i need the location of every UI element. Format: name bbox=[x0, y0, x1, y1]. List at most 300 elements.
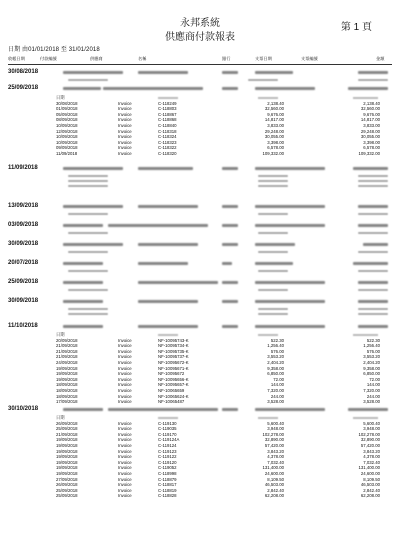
invoice-list bbox=[8, 415, 392, 499]
blurred-text bbox=[248, 79, 278, 81]
invoice-amount: 57,420.00 bbox=[264, 442, 284, 448]
invoice-amount: 576.00 bbox=[270, 348, 284, 354]
blurred-text bbox=[222, 224, 238, 227]
blurred-text bbox=[68, 313, 108, 315]
invoice-col-date: 日期 bbox=[56, 332, 65, 337]
invoice-date: 20/09/2018 bbox=[56, 337, 78, 343]
invoice-amount: 3,843.20 bbox=[267, 448, 284, 454]
col-payment-no: 付款編號 bbox=[40, 56, 57, 61]
blurred-text bbox=[63, 167, 123, 170]
invoice-type: Invoice bbox=[118, 337, 132, 343]
page-number: 第 1 頁 bbox=[340, 22, 372, 33]
invoice-date: 26/09/2018 bbox=[56, 482, 78, 488]
blurred-text bbox=[258, 313, 288, 315]
invoice-amount: 109,332.00 bbox=[262, 150, 284, 156]
invoice-date: 26/09/2018 bbox=[56, 420, 78, 426]
date-range: 日期 由01/01/2018 至 31/01/2018 bbox=[8, 47, 100, 53]
invoice-amount: 7,032.40 bbox=[267, 459, 284, 465]
invoice-amount: 131,400.00 bbox=[262, 465, 284, 471]
blurred-text bbox=[258, 270, 288, 272]
invoice-date: 19/09/2018 bbox=[56, 448, 78, 454]
blurred-text bbox=[68, 180, 108, 182]
invoice-amount: 3,528.00 bbox=[267, 399, 284, 405]
invoice-ref: NF-10095735-K bbox=[158, 348, 189, 354]
invoice-type: Invoice bbox=[118, 150, 132, 156]
payment-block bbox=[8, 202, 392, 216]
blurred-text bbox=[358, 232, 388, 234]
blurred-text bbox=[138, 71, 188, 74]
blurred-text bbox=[255, 243, 295, 246]
invoice-ref: NF-10065659 bbox=[158, 387, 185, 393]
invoice-date: 25/09/2018 bbox=[56, 493, 78, 499]
invoice-amount: 1,256.40 bbox=[267, 343, 284, 349]
invoice-paid-amount: 102,278.00 bbox=[358, 431, 380, 437]
blurred-text bbox=[353, 334, 378, 336]
payment-date: 30/09/2018 bbox=[8, 298, 39, 304]
invoice-ref: NF-10065487 bbox=[158, 399, 185, 405]
invoice-ref: C-119052 bbox=[158, 465, 177, 471]
invoice-amount: 6,850.00 bbox=[267, 371, 284, 377]
invoice-paid-amount: 32,560.00 bbox=[360, 106, 380, 112]
blurred-text bbox=[108, 224, 208, 227]
invoice-date: 21/09/2018 bbox=[56, 343, 78, 349]
invoice-ref: NF-10065624-K bbox=[158, 393, 189, 399]
payment-block bbox=[8, 164, 392, 188]
payment-block bbox=[8, 259, 392, 273]
invoice-type: Invoice bbox=[118, 465, 132, 471]
blurred-text bbox=[63, 262, 103, 265]
invoice-amount: 2,842.40 bbox=[267, 487, 284, 493]
invoice-type: Invoice bbox=[118, 111, 132, 117]
blurred-text bbox=[103, 87, 203, 90]
col-name: 名稱 bbox=[138, 56, 147, 61]
blurred-text bbox=[255, 167, 325, 170]
blurred-text bbox=[258, 97, 278, 99]
blurred-text bbox=[222, 325, 238, 328]
payment-block bbox=[8, 221, 392, 235]
blurred-text bbox=[222, 262, 232, 265]
blurred-text bbox=[353, 97, 378, 99]
invoice-paid-amount: 3,528.00 bbox=[363, 399, 380, 405]
blurred-text bbox=[258, 232, 288, 234]
blurred-text bbox=[255, 408, 325, 411]
invoice-ref: C-119124A bbox=[158, 437, 180, 443]
report-title: 供應商付款報表 bbox=[165, 32, 235, 43]
blurred-text bbox=[63, 300, 103, 303]
blurred-text bbox=[358, 175, 388, 177]
invoice-date: 10/09/2018 bbox=[56, 139, 78, 145]
invoice-ref: C-118817 bbox=[158, 482, 177, 488]
invoice-paid-amount: 1,256.40 bbox=[363, 343, 380, 349]
invoice-paid-amount: 46,503.00 bbox=[360, 482, 380, 488]
payment-date: 30/08/2018 bbox=[8, 69, 39, 75]
blurred-text bbox=[358, 185, 388, 187]
blurred-text bbox=[358, 213, 388, 215]
invoice-ref: NF-10095656-K bbox=[158, 376, 189, 382]
invoice-date: 19/09/2018 bbox=[56, 365, 78, 371]
invoice-ref: C-119124 bbox=[158, 442, 177, 448]
invoice-paid-amount: 3,833.00 bbox=[363, 122, 380, 128]
invoice-type: Invoice bbox=[118, 426, 132, 432]
invoice-date: 11/09/2018 bbox=[56, 150, 78, 156]
invoice-ref: C-118323 bbox=[158, 139, 177, 145]
col-cheque-date: 支票日期 bbox=[255, 56, 272, 61]
blurred-text bbox=[138, 300, 198, 303]
invoice-ref: NF-10095734-K bbox=[158, 343, 189, 349]
blurred-text bbox=[358, 289, 388, 291]
invoice-type: Invoice bbox=[118, 442, 132, 448]
col-bank: 銀行 bbox=[222, 56, 231, 61]
invoice-list bbox=[8, 95, 392, 157]
invoice-amount: 244.00 bbox=[270, 393, 284, 399]
invoice-paid-amount: 3,843.20 bbox=[363, 448, 380, 454]
blurred-text bbox=[222, 408, 238, 411]
invoice-ref: NF-10095671-K bbox=[158, 365, 189, 371]
invoice-paid-amount: 62,208.00 bbox=[360, 493, 380, 499]
invoice-amount: 102,278.00 bbox=[262, 431, 284, 437]
invoice-type: Invoice bbox=[118, 470, 132, 476]
invoice-type: Invoice bbox=[118, 454, 132, 460]
invoice-type: Invoice bbox=[118, 354, 132, 360]
blurred-text bbox=[138, 205, 198, 208]
invoice-date: 25/09/2018 bbox=[56, 487, 78, 493]
invoice-date: 05/09/2018 bbox=[56, 111, 78, 117]
invoice-amount: 4,378.00 bbox=[267, 454, 284, 460]
invoice-paid-amount: 522.30 bbox=[366, 337, 380, 343]
invoice-ref: NF-10095737-K bbox=[158, 354, 189, 360]
payment-block bbox=[8, 322, 392, 331]
invoice-type: Invoice bbox=[118, 437, 132, 443]
col-amount: 金額 bbox=[376, 56, 385, 61]
company-name: 永邦系統 bbox=[180, 18, 220, 29]
invoice-paid-amount: 131,400.00 bbox=[358, 465, 380, 471]
blurred-text bbox=[358, 205, 388, 208]
blurred-text bbox=[258, 417, 278, 419]
blurred-text bbox=[353, 167, 388, 170]
blurred-text bbox=[358, 79, 388, 81]
blurred-text bbox=[358, 313, 388, 315]
blurred-text bbox=[255, 87, 315, 90]
invoice-paid-amount: 14,817.00 bbox=[360, 117, 380, 123]
blurred-text bbox=[222, 300, 238, 303]
blurred-text bbox=[68, 232, 108, 234]
invoice-list bbox=[8, 332, 392, 405]
invoice-type: Invoice bbox=[118, 145, 132, 151]
blurred-text bbox=[68, 185, 108, 187]
invoice-date: 19/09/2018 bbox=[56, 465, 78, 471]
invoice-paid-amount: 4,378.00 bbox=[363, 454, 380, 460]
invoice-ref: C-119035 bbox=[158, 426, 177, 432]
invoice-amount: 29,248.00 bbox=[264, 128, 284, 134]
blurred-text bbox=[348, 87, 388, 90]
invoice-ref: NF-10095672 bbox=[158, 371, 185, 377]
invoice-type: Invoice bbox=[118, 487, 132, 493]
blurred-text bbox=[258, 213, 288, 215]
invoice-paid-amount: 2,138.40 bbox=[363, 100, 380, 106]
invoice-ref: C-118324 bbox=[158, 134, 177, 140]
invoice-paid-amount: 9,676.00 bbox=[363, 111, 380, 117]
invoice-paid-amount: 6,850.00 bbox=[363, 371, 380, 377]
invoice-date: 12/09/2018 bbox=[56, 128, 78, 134]
blurred-text bbox=[108, 408, 218, 411]
invoice-date: 09/09/2018 bbox=[56, 145, 78, 151]
blurred-text bbox=[258, 251, 288, 253]
invoice-amount: 3,553.20 bbox=[267, 354, 284, 360]
blurred-text bbox=[63, 71, 123, 74]
invoice-type: Invoice bbox=[118, 459, 132, 465]
invoice-paid-amount: 2,842.40 bbox=[363, 487, 380, 493]
invoice-paid-amount: 29,248.00 bbox=[360, 128, 380, 134]
header-divider bbox=[8, 64, 392, 65]
invoice-date: 19/09/2018 bbox=[56, 371, 78, 377]
invoice-amount: 522.30 bbox=[270, 337, 284, 343]
invoice-paid-amount: 7,032.40 bbox=[363, 459, 380, 465]
blurred-text bbox=[358, 270, 388, 272]
invoice-amount: 3,833.00 bbox=[267, 122, 284, 128]
blurred-text bbox=[158, 334, 178, 336]
invoice-ref: C-118320 bbox=[158, 150, 177, 156]
invoice-amount: 24,600.00 bbox=[264, 470, 284, 476]
blurred-text bbox=[158, 97, 178, 99]
invoice-paid-amount: 24,600.00 bbox=[360, 470, 380, 476]
col-supplier: 供應商 bbox=[90, 56, 103, 61]
invoice-row bbox=[8, 151, 392, 157]
blurred-text bbox=[222, 243, 238, 246]
blurred-text bbox=[353, 262, 388, 265]
blurred-text bbox=[138, 167, 193, 170]
blurred-text bbox=[363, 243, 388, 246]
blurred-text bbox=[222, 87, 238, 90]
invoice-type: Invoice bbox=[118, 359, 132, 365]
invoice-paid-amount: 9,358.00 bbox=[363, 365, 380, 371]
blurred-text bbox=[358, 325, 388, 328]
blurred-text bbox=[358, 180, 388, 182]
invoice-date: 27/09/2018 bbox=[56, 476, 78, 482]
invoice-ref: C-118322 bbox=[158, 145, 177, 151]
blurred-text bbox=[255, 325, 325, 328]
payment-date: 11/10/2018 bbox=[8, 323, 38, 329]
payment-block bbox=[8, 405, 392, 414]
invoice-date: 19/09/2018 bbox=[56, 442, 78, 448]
invoice-ref: C-118840 bbox=[158, 122, 177, 128]
blurred-text bbox=[68, 289, 108, 291]
col-receipt-date: 收帳日期 bbox=[8, 56, 25, 61]
invoice-type: Invoice bbox=[118, 134, 132, 140]
invoice-amount: 2,138.40 bbox=[267, 100, 284, 106]
invoice-amount: 32,890.00 bbox=[264, 437, 284, 443]
invoice-type: Invoice bbox=[118, 106, 132, 112]
payment-date: 13/09/2018 bbox=[8, 203, 39, 209]
invoice-paid-amount: 109,332.00 bbox=[358, 150, 380, 156]
invoice-ref: C-118998 bbox=[158, 470, 177, 476]
col-cheque-no: 支票編號 bbox=[301, 56, 318, 61]
blurred-text bbox=[222, 281, 238, 284]
invoice-amount: 46,503.00 bbox=[264, 482, 284, 488]
invoice-amount: 3,398.00 bbox=[267, 139, 284, 145]
invoice-type: Invoice bbox=[118, 365, 132, 371]
blurred-text bbox=[158, 417, 178, 419]
invoice-date: 10/09/2018 bbox=[56, 134, 78, 140]
invoice-paid-amount: 8,109.50 bbox=[363, 476, 380, 482]
invoice-ref: C-118803 bbox=[158, 106, 177, 112]
payment-date: 20/07/2018 bbox=[8, 260, 39, 266]
invoice-type: Invoice bbox=[118, 482, 132, 488]
blurred-text bbox=[358, 251, 388, 253]
invoice-type: Invoice bbox=[118, 371, 132, 377]
blurred-text bbox=[68, 213, 108, 215]
invoice-date: 18/09/2018 bbox=[56, 387, 78, 393]
blurred-text bbox=[63, 408, 103, 411]
blurred-text bbox=[222, 71, 238, 74]
invoice-ref: C-118249 bbox=[158, 100, 177, 106]
invoice-ref: C-118879 bbox=[158, 476, 177, 482]
invoice-amount: 7,320.00 bbox=[267, 387, 284, 393]
blurred-text bbox=[138, 243, 198, 246]
blurred-text bbox=[138, 281, 218, 284]
invoice-paid-amount: 3,398.00 bbox=[363, 139, 380, 145]
invoice-row bbox=[8, 493, 392, 499]
payment-date: 03/09/2018 bbox=[8, 222, 39, 228]
payment-block bbox=[8, 240, 392, 254]
invoice-date: 08/09/2018 bbox=[56, 117, 78, 123]
payment-block bbox=[8, 68, 392, 82]
invoice-type: Invoice bbox=[118, 393, 132, 399]
invoice-ref: C-118819 bbox=[158, 487, 177, 493]
invoice-ref: NF-10095743-K bbox=[158, 337, 189, 343]
blurred-text bbox=[255, 205, 325, 208]
blurred-text bbox=[138, 325, 198, 328]
invoice-col-date: 日期 bbox=[56, 415, 65, 420]
invoice-date: 21/09/2018 bbox=[56, 431, 78, 437]
invoice-paid-amount: 2,404.20 bbox=[363, 359, 380, 365]
invoice-paid-amount: 30,055.00 bbox=[360, 134, 380, 140]
invoice-type: Invoice bbox=[118, 399, 132, 405]
invoice-amount: 8,109.50 bbox=[267, 476, 284, 482]
blurred-text bbox=[255, 262, 293, 265]
invoice-paid-amount: 7,320.00 bbox=[363, 387, 380, 393]
blurred-text bbox=[255, 300, 325, 303]
blurred-text bbox=[63, 281, 103, 284]
invoice-date: 19/09/2018 bbox=[56, 470, 78, 476]
invoice-date: 24/09/2018 bbox=[56, 359, 78, 365]
invoice-amount: 2,404.20 bbox=[267, 359, 284, 365]
payment-block bbox=[8, 84, 392, 93]
blurred-text bbox=[358, 308, 388, 310]
blurred-text bbox=[258, 175, 288, 177]
blurred-text bbox=[63, 87, 101, 90]
invoice-date: 17/09/2018 bbox=[56, 399, 78, 405]
invoice-paid-amount: 144.00 bbox=[366, 382, 380, 388]
invoice-amount: 72.00 bbox=[273, 376, 284, 382]
invoice-type: Invoice bbox=[118, 493, 132, 499]
invoice-amount: 9,358.00 bbox=[267, 365, 284, 371]
invoice-date: 18/09/2018 bbox=[56, 382, 78, 388]
invoice-amount: 144.00 bbox=[270, 382, 284, 388]
invoice-type: Invoice bbox=[118, 348, 132, 354]
invoice-type: Invoice bbox=[118, 420, 132, 426]
invoice-date: 19/09/2018 bbox=[56, 437, 78, 443]
invoice-paid-amount: 6,578.00 bbox=[363, 145, 380, 151]
blurred-text bbox=[258, 308, 288, 310]
blurred-text bbox=[358, 71, 388, 74]
invoice-date: 10/09/2018 bbox=[56, 122, 78, 128]
blurred-text bbox=[353, 417, 378, 419]
invoice-ref: C-119123 bbox=[158, 448, 177, 454]
invoice-col-date: 日期 bbox=[56, 95, 65, 100]
blurred-text bbox=[222, 205, 238, 208]
blurred-text bbox=[348, 408, 388, 411]
invoice-ref: C-119130 bbox=[158, 420, 177, 426]
invoice-type: Invoice bbox=[118, 343, 132, 349]
invoice-date: 19/09/2018 bbox=[56, 459, 78, 465]
invoice-date: 21/09/2018 bbox=[56, 348, 78, 354]
invoice-paid-amount: 5,600.40 bbox=[363, 420, 380, 426]
invoice-amount: 3,948.00 bbox=[267, 426, 284, 432]
invoice-paid-amount: 57,420.00 bbox=[360, 442, 380, 448]
payment-block bbox=[8, 297, 392, 316]
invoice-date: 19/09/2018 bbox=[56, 376, 78, 382]
invoice-ref: C-119170 bbox=[158, 431, 177, 437]
blurred-text bbox=[258, 185, 288, 187]
invoice-type: Invoice bbox=[118, 117, 132, 123]
invoice-amount: 9,676.00 bbox=[267, 111, 284, 117]
payment-block bbox=[8, 278, 392, 292]
invoice-ref: NF-10095657-K bbox=[158, 382, 189, 388]
blurred-text bbox=[63, 325, 103, 328]
blurred-text bbox=[68, 308, 108, 310]
invoice-amount: 32,560.00 bbox=[264, 106, 284, 112]
blurred-text bbox=[63, 205, 123, 208]
invoice-ref: NF-10095672-K bbox=[158, 359, 189, 365]
invoice-date: 30/08/2018 bbox=[56, 100, 78, 106]
invoice-ref: C-119122 bbox=[158, 454, 177, 460]
invoice-paid-amount: 3,553.20 bbox=[363, 354, 380, 360]
invoice-type: Invoice bbox=[118, 476, 132, 482]
blurred-text bbox=[68, 79, 108, 81]
invoice-amount: 5,600.40 bbox=[267, 420, 284, 426]
invoice-type: Invoice bbox=[118, 382, 132, 388]
blurred-text bbox=[358, 224, 388, 227]
blurred-text bbox=[63, 243, 123, 246]
invoice-ref: C-118867 bbox=[158, 111, 177, 117]
column-headers bbox=[8, 56, 392, 64]
blurred-text bbox=[358, 300, 388, 303]
blurred-text bbox=[222, 167, 238, 170]
invoice-date: 25/09/2018 bbox=[56, 426, 78, 432]
payment-date: 30/09/2018 bbox=[8, 241, 39, 247]
blurred-text bbox=[255, 224, 325, 227]
invoice-paid-amount: 3,948.00 bbox=[363, 426, 380, 432]
invoice-date: 01/09/2018 bbox=[56, 106, 78, 112]
invoice-type: Invoice bbox=[118, 376, 132, 382]
invoice-type: Invoice bbox=[118, 122, 132, 128]
invoice-ref: C-118828 bbox=[158, 493, 177, 499]
invoice-type: Invoice bbox=[118, 387, 132, 393]
invoice-type: Invoice bbox=[118, 431, 132, 437]
payment-date: 11/09/2018 bbox=[8, 165, 38, 171]
blurred-text bbox=[68, 175, 108, 177]
blurred-text bbox=[358, 281, 388, 284]
blurred-text bbox=[258, 334, 278, 336]
payment-date: 25/09/2018 bbox=[8, 279, 39, 285]
blurred-text bbox=[255, 281, 325, 284]
invoice-type: Invoice bbox=[118, 139, 132, 145]
blurred-text bbox=[63, 224, 103, 227]
invoice-type: Invoice bbox=[118, 128, 132, 134]
blurred-text bbox=[68, 251, 108, 253]
invoice-amount: 62,208.00 bbox=[264, 493, 284, 499]
invoice-ref: C-118318 bbox=[158, 128, 177, 134]
